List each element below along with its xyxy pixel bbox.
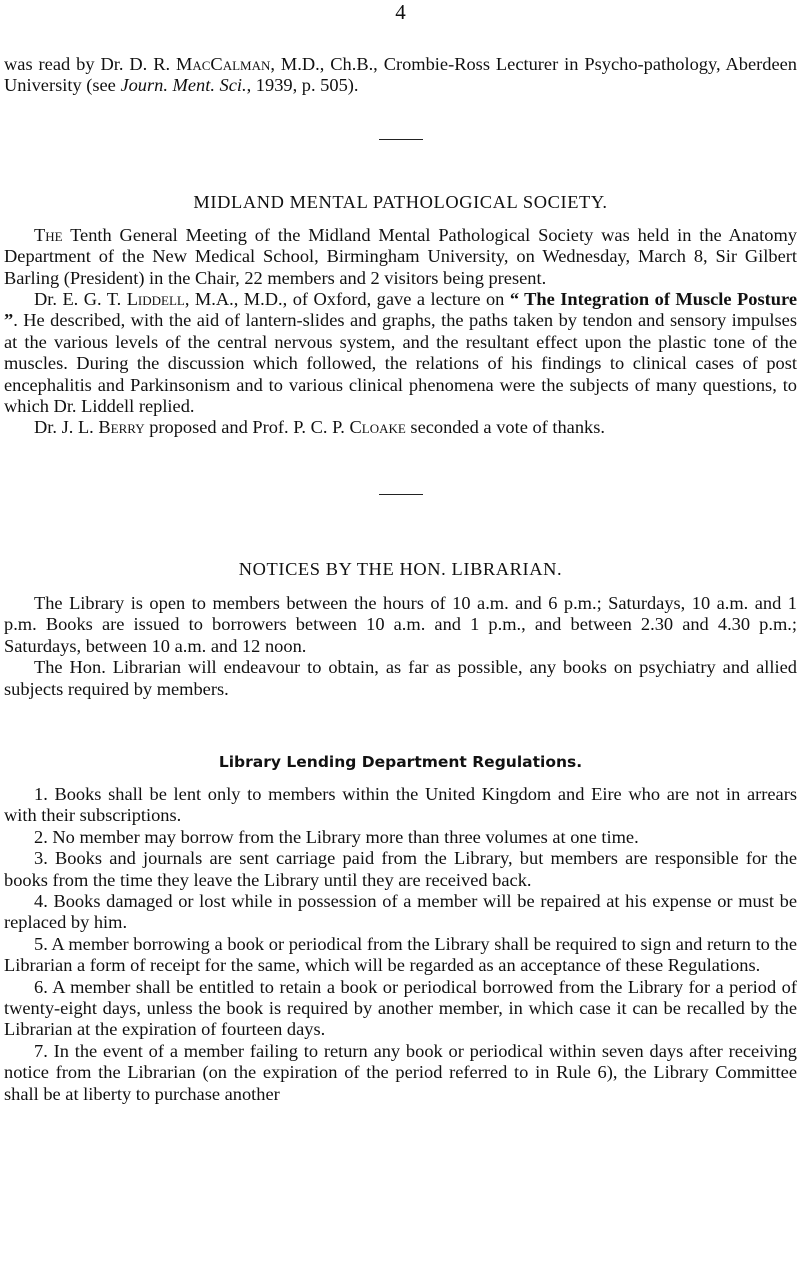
regulation-item: 5. A member borrowing a book or periodical from the Library shall be required to sign and return to the Librarian a form of receipt for the same, which will be regarded as an acceptance of these Regulations. — [4, 933, 797, 976]
regulation-item: 4. Books damaged or lost while in possession of a member will be repaired at his expense or must be replaced by him. — [4, 890, 797, 933]
regulations-list — [4, 784, 797, 1105]
midland-text-3b: proposed and Prof. P. C. P. — [144, 417, 350, 438]
midland-seconder-name: Cloake — [349, 417, 406, 438]
intro-paragraph — [4, 54, 797, 97]
intro-text-2: , M.D., Ch.B., Crombie-Ross Lecturer in Psycho-pathology, Aberdeen University (see — [4, 54, 798, 96]
midland-proposer-name: Berry — [98, 417, 145, 438]
midland-lead-word: The — [34, 224, 63, 245]
section-divider-2 — [379, 494, 423, 495]
regulations-heading: Library Lending Department Regulations. — [218, 752, 583, 771]
intro-text-1: was read by Dr. D. R. — [4, 54, 177, 74]
section-divider-1 — [379, 139, 423, 140]
midland-text-2b: , M.A., M.D., of Oxford, gave a lecture on — [184, 289, 510, 310]
document-page — [4, 0, 797, 1105]
midland-lecture-title: “ The Integration of Muscle Posture ” — [4, 289, 797, 331]
regulation-item: 1. Books shall be lent only to members within the United Kingdom and Eire who are not in arrears with their subscriptions. — [4, 783, 797, 826]
librarian-heading: NOTICES BY THE HON. LIBRARIAN. — [238, 558, 563, 579]
midland-paragraph-1 — [4, 225, 797, 289]
midland-text-1: Tenth General Meeting of the Midland Mental Pathological Society was held in the Anatomy Department of the New Medical School, Birmingham University, on Wednesday, March 8, Sir Gilbert Barling (President) in the Chair, 22 members and 2 visitors being present. — [4, 224, 797, 288]
regulation-item: 3. Books and journals are sent carriage paid from the Library, but members are responsible for the books from the time they leave the Library until they are received back. — [4, 848, 797, 890]
librarian-paragraph-1: The Library is open to members between the hours of 10 a.m. and 6 p.m.; Saturdays, 10 a.m. and 1 p.m. Books are issued to borrowers between 10 a.m. and 1 p.m., and between 2.30 and 4.30 p.m.; Saturdays, between 10 a.m. and 12 noon. — [4, 592, 797, 656]
intro-journal: Journ. Ment. Sci. — [120, 75, 247, 96]
midland-paragraph-2 — [4, 289, 797, 417]
midland-paragraph-3 — [4, 417, 797, 438]
intro-name: MacCalman — [176, 54, 271, 74]
midland-heading: MIDLAND MENTAL PATHOLOGICAL SOCIETY. — [193, 191, 608, 212]
midland-text-3a: Dr. J. L. — [34, 417, 99, 438]
midland-text-3c: seconded a vote of thanks. — [405, 417, 605, 438]
librarian-paragraph-2: The Hon. Librarian will endeavour to obtain, as far as possible, any books on psychiatry and allied subjects required by members. — [4, 657, 797, 699]
regulation-item: 7. In the event of a member failing to return any book or periodical within seven days after receiving notice from the Librarian (on the expiration of the period referred to in Rule 6), the Library Committee shall be at liberty to purchase another — [4, 1040, 797, 1104]
midland-text-2c: . He described, with the aid of lantern-slides and graphs, the paths taken by tendon and sensory impulses at the various levels of the central nervous system, and the resultant effect upon the plastic tone of the muscles. During the discussion which followed, the relations of his findings to clinical cases of post encephalitis and Parkinsonism and to various clinical phenomena were the subjects of many questions, to which Dr. Liddell replied. — [4, 310, 797, 417]
regulation-item: 6. A member shall be entitled to retain a book or periodical borrowed from the Library for a period of twenty-eight days, unless the book is required by another member, in which case it can be recalled by the Librarian at the expiration of fourteen days. — [4, 976, 797, 1040]
page-number: 4 — [395, 0, 406, 24]
regulation-item: 2. No member may borrow from the Library more than three volumes at one time. — [34, 826, 639, 847]
intro-text-3: , 1939, p. 505). — [246, 75, 359, 96]
midland-text-2a: Dr. E. G. T. — [34, 289, 127, 310]
midland-lecturer-name: Liddell — [126, 289, 185, 310]
